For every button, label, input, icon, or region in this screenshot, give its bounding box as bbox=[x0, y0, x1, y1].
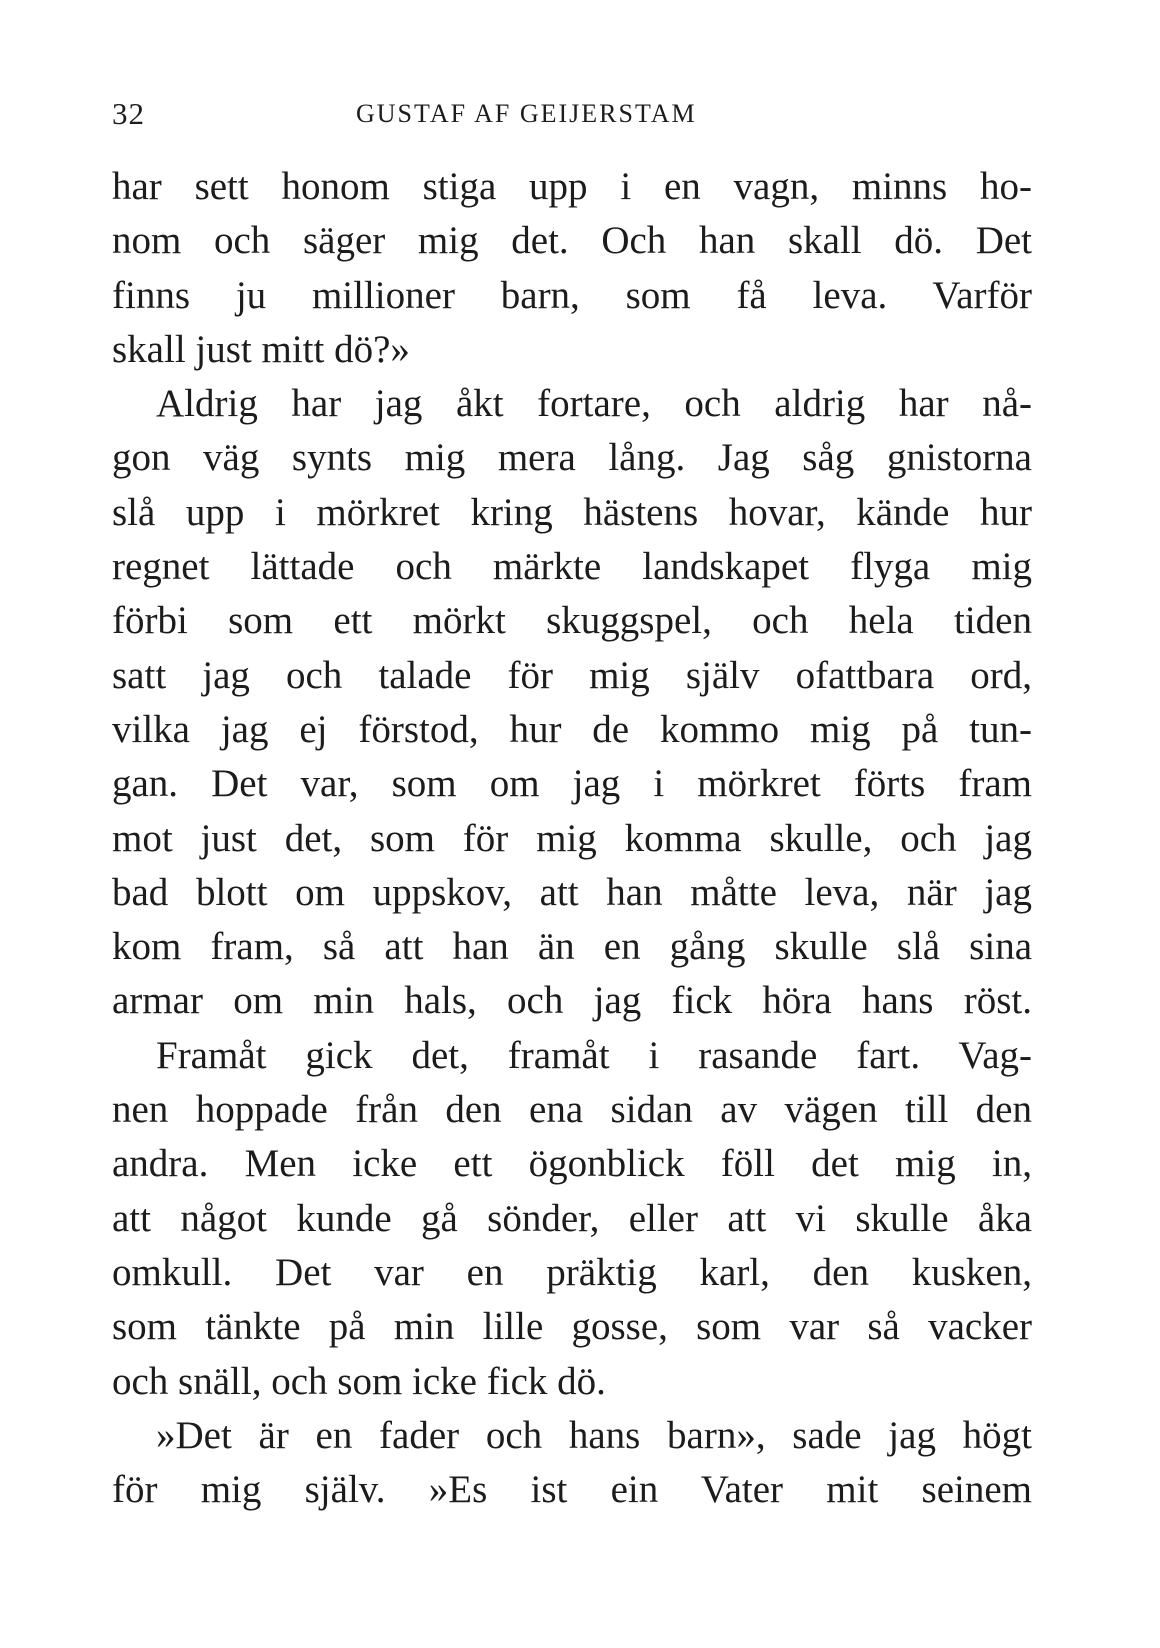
text-line: vilka jag ej förstod, hur de kommo mig på tun- bbox=[112, 707, 1032, 751]
text-line: skall just mitt dö?» bbox=[112, 327, 410, 371]
text-line: nen hoppade från den ena sidan av vägen till den bbox=[112, 1088, 1032, 1132]
text-line: andra. Men icke ett ögonblick föll det mig in, bbox=[112, 1142, 1032, 1186]
paragraph-start-line: Aldrig har jag åkt fortare, och aldrig har nå- bbox=[156, 382, 1032, 426]
page-number: 32 bbox=[112, 96, 145, 131]
text-line: armar om min hals, och jag fick höra hans röst. bbox=[112, 979, 1032, 1023]
text-line: regnet lättade och märkte landskapet flyga mig bbox=[112, 545, 1032, 589]
running-head: GUSTAF AF GEIJERSTAM bbox=[356, 99, 697, 128]
body-text bbox=[112, 160, 1032, 1517]
text-line: kom fram, så att han än en gång skulle slå sina bbox=[112, 925, 1032, 969]
text-line: har sett honom stiga upp i en vagn, minns ho- bbox=[112, 165, 1032, 208]
text-line: som tänkte på min lille gosse, som var så vacker bbox=[112, 1305, 1032, 1349]
text-line: finns ju millioner barn, som få leva. Varför bbox=[112, 273, 1032, 317]
text-line: omkull. Det var en präktig karl, den kusken, bbox=[112, 1250, 1032, 1294]
text-line: förbi som ett mörkt skuggspel, och hela tiden bbox=[112, 599, 1032, 643]
text-line: att något kunde gå sönder, eller att vi skulle åka bbox=[112, 1196, 1032, 1240]
text-line: bad blott om uppskov, att han måtte leva, när jag bbox=[112, 870, 1032, 914]
paragraph-start-line: »Det är en fader och hans barn», sade jag högt bbox=[156, 1413, 1032, 1457]
text-line: gon väg synts mig mera lång. Jag såg gnistorna bbox=[112, 436, 1032, 480]
text-line: mot just det, som för mig komma skulle, och jag bbox=[112, 816, 1032, 860]
text-line: nom och säger mig det. Och han skall dö. Det bbox=[112, 219, 1032, 263]
page-header bbox=[112, 92, 1012, 142]
text-line: för mig själv. »Es ist ein Vater mit seinem bbox=[112, 1468, 1032, 1512]
paragraph-start-line: Framåt gick det, framåt i rasande fart. Vag- bbox=[156, 1033, 1032, 1077]
text-line: gan. Det var, som om jag i mörkret förts fram bbox=[112, 762, 1032, 806]
text-line: slå upp i mörkret kring hästens hovar, kände hur bbox=[112, 490, 1032, 534]
text-line: och snäll, och som icke fick dö. bbox=[112, 1359, 606, 1403]
text-line: satt jag och talade för mig själv ofattbara ord, bbox=[112, 653, 1032, 697]
